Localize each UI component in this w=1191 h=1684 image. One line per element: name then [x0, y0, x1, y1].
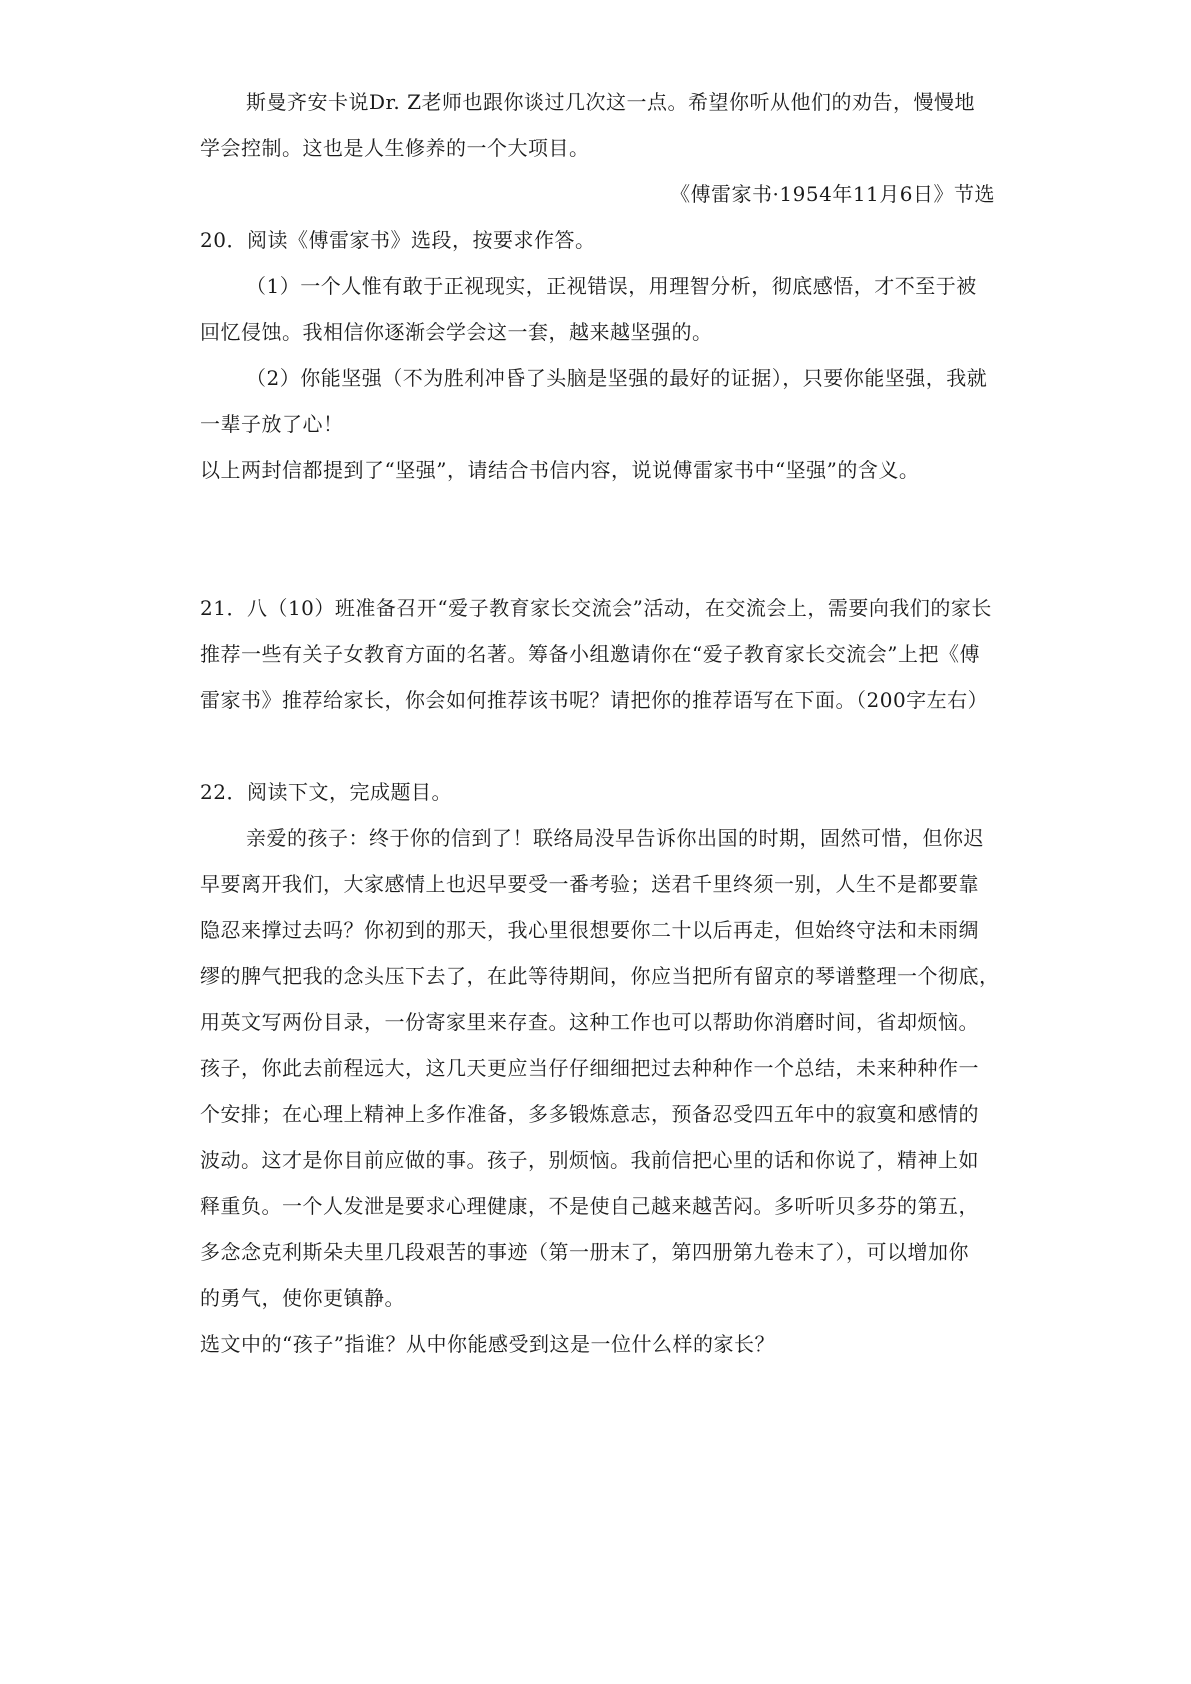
- q22-passage-line: 孩子，你此去前程远大，这几天更应当仔仔细细把过去种种作一个总结，未来种种作一: [200, 1056, 979, 1080]
- letter1-line2: 学会控制。这也是人生修养的一个大项目。: [200, 136, 590, 160]
- q20-item2-line1: （2）你能坚强（不为胜利冲昏了头脑是坚强的最好的证据），只要你能坚强，我就: [246, 366, 988, 390]
- q22-passage-line: 隐忍来撑过去吗？你初到的那天，我心里很想要你二十以后再走，但始终守法和未雨绸: [200, 918, 979, 942]
- q21-line2: 推荐一些有关子女教育方面的名著。筹备小组邀请你在“爱子教育家长交流会”上把《傅: [200, 642, 980, 666]
- q20-item1-line1: （1）一个人惟有敢于正视现实，正视错误，用理智分析，彻底感悟，才不至于被: [246, 274, 977, 298]
- letter1-source: 《傅雷家书·1954年11月6日》节选: [670, 182, 995, 206]
- letter1-line1: 斯曼齐安卡说Dr. Z老师也跟你谈过几次这一点。希望你听从他们的劝告，慢慢地: [246, 90, 976, 114]
- q22-passage-line: 用英文写两份目录，一份寄家里来存查。这种工作也可以帮助你消磨时间，省却烦恼。: [200, 1010, 979, 1034]
- q22-passage-line: 个安排；在心理上精神上多作准备，多多锻炼意志，预备忍受四五年中的寂寞和感情的: [200, 1102, 979, 1126]
- q21-line1: 21．八（10）班准备召开“爱子教育家长交流会”活动，在交流会上，需要向我们的家长: [200, 596, 992, 620]
- q22-passage-line: 多念念克利斯朵夫里几段艰苦的事迹（第一册末了，第四册第九卷末了），可以增加你: [200, 1240, 969, 1264]
- q22-passage-line: 释重负。一个人发泄是要求心理健康，不是使自己越来越苦闷。多听听贝多芬的第五，: [200, 1194, 979, 1218]
- q22-question: 选文中的“孩子”指谁？从中你能感受到这是一位什么样的家长？: [200, 1332, 775, 1356]
- q22-passage-line: 波动。这才是你目前应做的事。孩子，别烦恼。我前信把心里的话和你说了，精神上如: [200, 1148, 979, 1172]
- q21-line3: 雷家书》推荐给家长，你会如何推荐该书呢？请把你的推荐语写在下面。（200字左右）: [200, 688, 989, 712]
- q20-stem: 20．阅读《傅雷家书》选段，按要求作答。: [200, 228, 596, 252]
- q22-passage-line: 的勇气，使你更镇静。: [200, 1286, 405, 1310]
- q22-passage-line: 早要离开我们，大家感情上也迟早要受一番考验；送君千里终须一别，人生不是都要靠: [200, 872, 979, 896]
- q22-stem: 22．阅读下文，完成题目。: [200, 780, 452, 804]
- q22-passage-line: 缪的脾气把我的念头压下去了，在此等待期间，你应当把所有留京的琴谱整理一个彻底，: [200, 964, 1000, 988]
- q20-question: 以上两封信都提到了“坚强”，请结合书信内容，说说傅雷家书中“坚强”的含义。: [200, 458, 920, 482]
- q20-item1-line2: 回忆侵蚀。我相信你逐渐会学会这一套，越来越坚强的。: [200, 320, 713, 344]
- q22-passage-line: 亲爱的孩子：终于你的信到了！联络局没早告诉你出国的时期，固然可惜，但你迟: [246, 826, 984, 850]
- q20-item2-line2: 一辈子放了心！: [200, 412, 344, 436]
